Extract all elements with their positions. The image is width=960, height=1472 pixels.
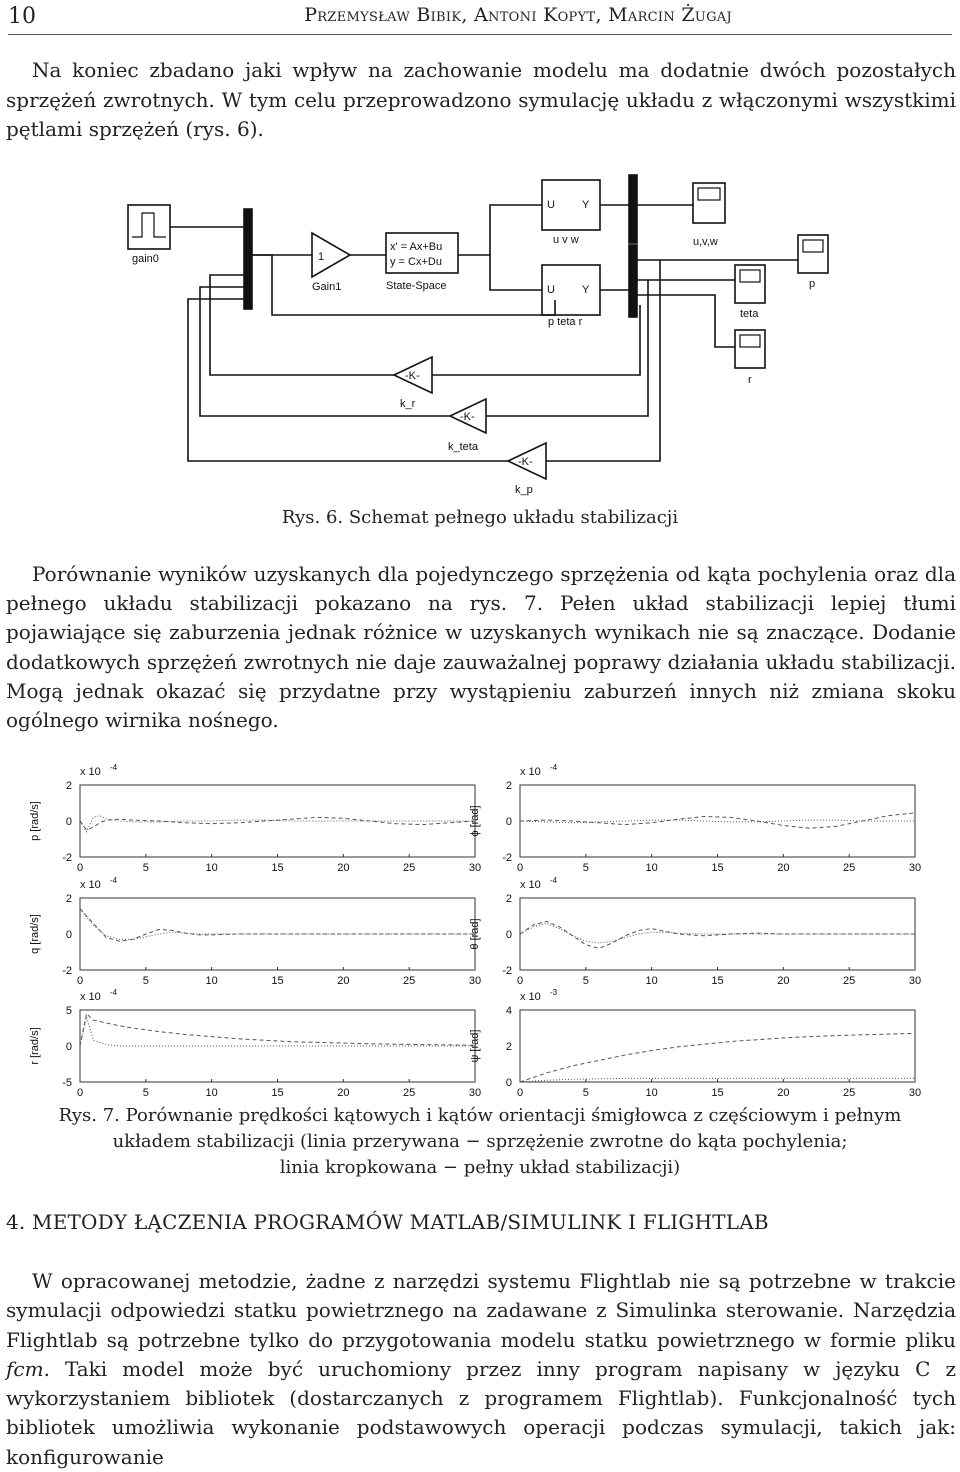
- y-tick-label: 0: [505, 929, 512, 941]
- running-head-authors: Przemysław Bibik, Antoni Kopyt, Marcin Żugaj: [304, 4, 732, 26]
- x-tick-label: 15: [711, 975, 724, 987]
- x-tick-label: 10: [645, 975, 658, 987]
- x-tick-label: 5: [582, 975, 589, 987]
- pteta-out: Y: [582, 284, 590, 296]
- x-tick-label: 15: [271, 1087, 284, 1099]
- k-teta-symbol: -K-: [460, 411, 475, 423]
- x-tick-label: 30: [468, 862, 482, 874]
- scale-exponent: -3: [550, 988, 558, 997]
- x-tick-label: 30: [908, 862, 922, 874]
- scope-uvw-label: u,v,w: [693, 236, 718, 248]
- x-tick-label: 25: [403, 975, 416, 987]
- page-header: [8, 0, 952, 35]
- scale-label: x 10: [80, 879, 101, 891]
- x-tick-label: 0: [516, 975, 524, 987]
- x-tick-label: 15: [711, 862, 724, 874]
- ss-eq1: x' = Ax+Bu: [390, 241, 443, 253]
- k-r-symbol: -K-: [405, 370, 420, 382]
- y-axis-label: ψ [rad]: [469, 1029, 481, 1063]
- y-tick-label: -5: [62, 1077, 72, 1089]
- y-axis-label: p [rad/s]: [29, 801, 41, 841]
- figure7-caption: [40, 1103, 920, 1181]
- mux-block: [244, 209, 252, 309]
- k-p-symbol: -K-: [518, 456, 533, 468]
- dashed-series-line: [520, 1033, 915, 1082]
- x-tick-label: 25: [843, 862, 856, 874]
- y-tick-label: 5: [65, 1005, 72, 1017]
- dotted-series-line: [80, 909, 475, 940]
- scope-p-label: p: [809, 278, 816, 290]
- x-tick-label: 25: [843, 1087, 856, 1099]
- x-tick-label: 0: [516, 862, 524, 874]
- y-tick-label: 2: [65, 780, 72, 792]
- y-tick-label: 0: [65, 816, 72, 828]
- x-tick-label: 0: [76, 975, 84, 987]
- y-axis-label: q [rad/s]: [29, 914, 41, 954]
- x-tick-label: 25: [403, 1087, 416, 1099]
- x-tick-label: 30: [468, 975, 482, 987]
- uvw-out: Y: [582, 199, 590, 211]
- x-tick-label: 10: [205, 975, 218, 987]
- paragraph-method-part2: . Taki model może być uruchomiony przez inny program napisany w języku C z wykorzystaniem bibliotek (dostarczanych z programem Flightlab). Funkcjonalność tych bibliotek umożliwia wykonanie podstawowych operacji podczas symulacji, takich jak: konfigurowanie: [6, 1356, 956, 1469]
- x-tick-label: 10: [645, 1087, 658, 1099]
- x-tick-label: 30: [468, 1087, 482, 1099]
- x-tick-label: 15: [271, 862, 284, 874]
- scale-label: x 10: [520, 766, 541, 778]
- y-axis-label: ϕ [rad]: [469, 805, 481, 837]
- y-tick-label: 0: [505, 1077, 512, 1089]
- x-tick-label: 30: [908, 975, 922, 987]
- response-plots: [0, 750, 960, 1100]
- dotted-series-line: [80, 816, 475, 832]
- scale-label: x 10: [80, 991, 101, 1003]
- demux-pteta: [629, 245, 637, 317]
- scale-exponent: -4: [110, 988, 118, 997]
- x-tick-label: 5: [582, 862, 589, 874]
- uvw-in: U: [547, 199, 555, 211]
- figure7-caption-line1: Rys. 7. Porównanie prędkości kątowych i kątów orientacji śmigłowca z częściowym i pełnym: [58, 1105, 902, 1126]
- fcm-term: fcm: [6, 1356, 44, 1381]
- k-r-label: k_r: [400, 398, 416, 410]
- y-tick-label: -2: [502, 852, 512, 864]
- gain0-label: gain0: [132, 253, 159, 265]
- x-tick-label: 20: [777, 862, 790, 874]
- x-tick-label: 10: [205, 862, 218, 874]
- x-tick-label: 20: [777, 1087, 790, 1099]
- y-tick-label: 0: [65, 1041, 72, 1053]
- simulink-diagram: [0, 165, 960, 500]
- scale-exponent: -4: [550, 763, 558, 772]
- paragraph-method: [6, 1267, 956, 1472]
- x-tick-label: 5: [142, 1087, 149, 1099]
- x-tick-label: 0: [516, 1087, 524, 1099]
- dashed-series-line: [80, 1014, 475, 1046]
- x-tick-label: 10: [645, 862, 658, 874]
- y-tick-label: -2: [62, 965, 72, 977]
- gain0-block: [128, 205, 170, 249]
- x-tick-label: 15: [711, 1087, 724, 1099]
- x-tick-label: 25: [843, 975, 856, 987]
- dotted-series-line: [520, 923, 915, 943]
- dashed-series-line: [520, 813, 915, 828]
- k-p-label: k_p: [515, 484, 533, 496]
- paragraph-intro: Na koniec zbadano jaki wpływ na zachowanie modelu ma dodatnie dwóch pozostałych sprzężeń zwrotnych. W tym celu przeprowadzono symulację układu z włączonymi wszystkimi pętlami sprzężeń (rys. 6).: [6, 58, 956, 141]
- y-tick-label: -2: [502, 965, 512, 977]
- dashed-series-line: [80, 817, 475, 830]
- x-tick-label: 5: [142, 862, 149, 874]
- y-axis-label: r [rad/s]: [29, 1027, 41, 1065]
- y-tick-label: 0: [505, 816, 512, 828]
- x-tick-label: 15: [271, 975, 284, 987]
- y-tick-label: 2: [505, 780, 512, 792]
- dashed-series-line: [520, 921, 915, 948]
- scale-exponent: -4: [110, 763, 118, 772]
- y-axis-label: θ [rad]: [469, 918, 481, 950]
- x-tick-label: 20: [777, 975, 790, 987]
- paragraph-method-part1: W opracowanej metodzie, żadne z narzędzi systemu Flightlab nie są potrzebne w trakcie symulacji odpowiedzi statku powietrznego na zadawane z Simulinka sterowanie. Narzędzia Flightlab są potrzebne tylko do przygotowania modelu statku powietrznego w formie pliku: [6, 1269, 956, 1352]
- x-tick-label: 20: [337, 975, 350, 987]
- uvw-label: u v w: [553, 234, 579, 246]
- p-teta-r-label: p teta r: [548, 316, 583, 328]
- plot-frame: [80, 1010, 475, 1082]
- dotted-series-line: [80, 1017, 475, 1046]
- x-tick-label: 0: [76, 1087, 84, 1099]
- x-tick-label: 10: [205, 1087, 218, 1099]
- x-tick-label: 5: [582, 1087, 589, 1099]
- y-tick-label: 2: [505, 1041, 512, 1053]
- k-teta-label: k_teta: [448, 441, 478, 453]
- dashed-series-line: [80, 909, 475, 941]
- y-tick-label: -2: [62, 852, 72, 864]
- figure7-caption-line3: linia kropkowana − pełny układ stabilizacji): [279, 1157, 681, 1178]
- section-heading: 4. METODY ŁĄCZENIA PROGRAMÓW MATLAB/SIMULINK I FLIGHTLAB: [6, 1210, 769, 1234]
- page-number: 10: [8, 4, 36, 29]
- y-tick-label: 2: [505, 893, 512, 905]
- plot-frame: [80, 785, 475, 857]
- scale-label: x 10: [520, 991, 541, 1003]
- y-tick-label: 4: [505, 1005, 512, 1017]
- scale-label: x 10: [80, 766, 101, 778]
- x-tick-label: 0: [76, 862, 84, 874]
- x-tick-label: 25: [403, 862, 416, 874]
- x-tick-label: 30: [908, 1087, 922, 1099]
- ss-eq2: y = Cx+Du: [390, 256, 442, 268]
- gain1-value: 1: [318, 251, 325, 263]
- y-tick-label: 2: [65, 893, 72, 905]
- y-tick-label: 0: [65, 929, 72, 941]
- scope-r-label: r: [748, 374, 752, 386]
- scale-exponent: -4: [550, 876, 558, 885]
- figure6-caption: Rys. 6. Schemat pełnego układu stabilizacji: [281, 507, 679, 528]
- demux-uvw: [629, 175, 637, 243]
- gain1-label: Gain1: [312, 281, 342, 293]
- x-tick-label: 20: [337, 1087, 350, 1099]
- paragraph-results: Porównanie wyników uzyskanych dla pojedynczego sprzężenia od kąta pochylenia oraz dla pełnego układu stabilizacji pokazano na rys. 7. Pełen układ stabilizacji lepiej tłumi pojawiające się zaburzenia jednak różnice w uzyskanych wynikach nie są znaczące. Dodanie dodatkowych sprzężeń zwrotnych nie daje zauważalnej poprawy działania układu stabilizacji. Mogą jednak okazać się przydatne przy wystąpieniu zaburzeń innych niż zmiana skoku ogólnego wirnika nośnego.: [6, 562, 956, 733]
- scope-teta-label: teta: [740, 308, 759, 320]
- x-tick-label: 5: [142, 975, 149, 987]
- pteta-in: U: [547, 284, 555, 296]
- x-tick-label: 20: [337, 862, 350, 874]
- scale-exponent: -4: [110, 876, 118, 885]
- scale-label: x 10: [520, 879, 541, 891]
- state-space-label: State-Space: [386, 280, 447, 292]
- figure7-caption-line2: układem stabilizacji (linia przerywana − sprzężenie zwrotne do kąta pochylenia;: [112, 1131, 848, 1152]
- plot-frame: [520, 1010, 915, 1082]
